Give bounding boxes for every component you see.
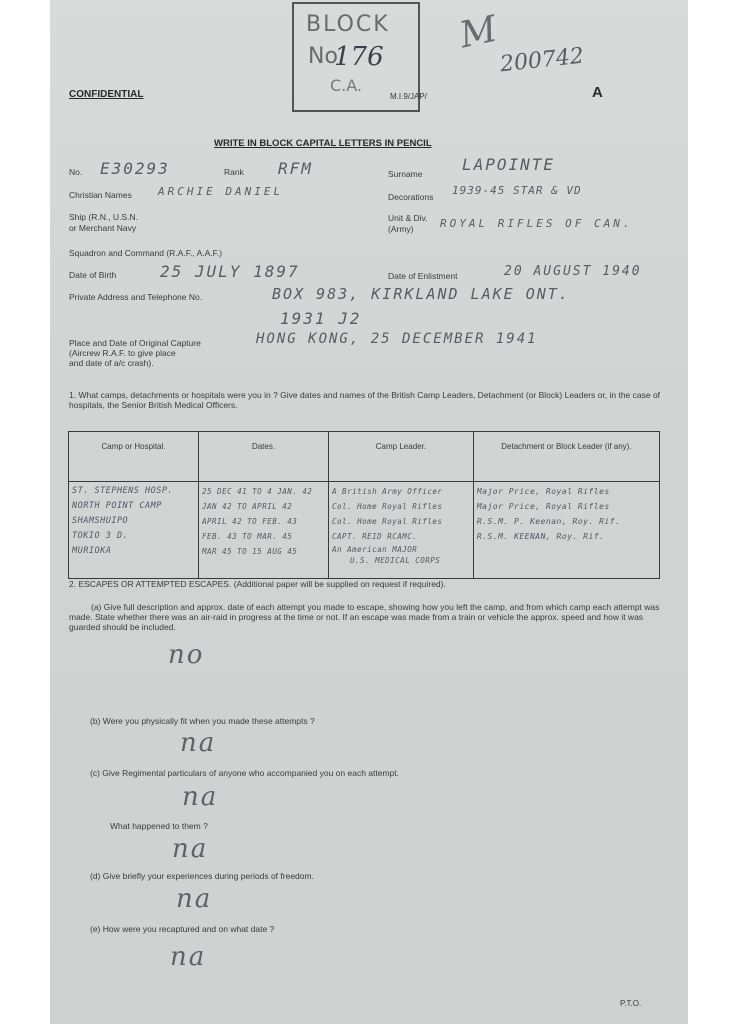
unit-label-line1: Unit & Div. xyxy=(388,213,428,223)
surname-value: LAPOINTE xyxy=(462,155,556,174)
capture-label-line3: and date of a/c crash). xyxy=(69,358,154,368)
question-2d-text: (d) Give briefly your experiences during periods of freedom. xyxy=(90,871,314,881)
header-camp-leader: Camp Leader. xyxy=(329,432,474,482)
camp-entry: TOKIO 3 D. xyxy=(72,531,129,541)
confidential-heading: CONFIDENTIAL xyxy=(69,89,144,100)
table-header-row xyxy=(69,432,660,482)
capture-label-line1: Place and Date of Original Capture xyxy=(69,338,201,348)
enlistment-label: Date of Enlistment xyxy=(388,271,458,281)
camp-entry: MURIOKA xyxy=(72,546,112,556)
leaders-cell xyxy=(329,482,474,579)
squadron-label: Squadron and Command (R.A.F., A.A.F.) xyxy=(69,248,223,258)
service-number-value: E30293 xyxy=(100,159,170,178)
question-2-heading: 2. ESCAPES OR ATTEMPTED ESCAPES. (Additional paper will be supplied on request if required). xyxy=(69,579,446,589)
service-number-label: No. xyxy=(69,167,83,177)
rank-label: Rank xyxy=(224,167,244,177)
leader-entry: A British Army Officer xyxy=(332,487,443,496)
question-1-text: 1. What camps, detachments or hospitals were you in ? Give dates and names of the British Camp Leaders, Detachment (or Block) Leaders or, in the case of hospitals, the Senior British Medical Officers. xyxy=(69,390,661,410)
decorations-label: Decorations xyxy=(388,192,434,202)
corner-letter: A xyxy=(592,84,603,101)
rank-value: RFM xyxy=(278,159,313,178)
ship-label-line2: or Merchant Navy xyxy=(69,223,137,233)
leader-entry: Col. Home Royal Rifles xyxy=(332,517,443,526)
pto-footer: P.T.O. xyxy=(620,999,642,1008)
question-2c-followup-text: What happened to them ? xyxy=(110,821,208,831)
block-leader-entry: R.S.M. KEENAN, Roy. Rif. xyxy=(476,532,605,541)
enlistment-value: 20 AUGUST 1940 xyxy=(504,264,642,279)
christian-names-label: Christian Names xyxy=(69,190,132,200)
address-label: Private Address and Telephone No. xyxy=(69,292,203,302)
unit-value: ROYAL RIFLES OF CAN. xyxy=(440,217,633,230)
camp-entry: SHAMSHUIPO xyxy=(72,516,129,526)
answer-2a: no xyxy=(168,640,205,670)
decorations-value: 1939-45 STAR & VD xyxy=(452,184,582,197)
answer-2d: na xyxy=(176,884,213,914)
christian-names-value: ARCHIE DANIEL xyxy=(158,185,284,198)
header-dates: Dates. xyxy=(199,432,329,482)
question-2c-text: (c) Give Regimental particulars of anyone who accompanied you on each attempt. xyxy=(90,768,399,778)
stamp-no-text: No xyxy=(308,44,338,69)
header-camp: Camp or Hospital. xyxy=(69,432,199,482)
pencil-instruction: WRITE IN BLOCK CAPITAL LETTERS IN PENCIL xyxy=(214,138,432,149)
camps-table xyxy=(68,431,660,579)
leader-entry: Col. Home Royal Rifles xyxy=(332,502,443,511)
capture-label-line2: (Aircrew R.A.F. to give place xyxy=(69,348,176,358)
block-leader-entry: R.S.M. P. Keenan, Roy. Rif. xyxy=(476,517,621,526)
leader-entry: CAPT. REID RCAMC. xyxy=(332,532,418,541)
telephone-value: 1931 J2 xyxy=(280,309,362,328)
camp-entry: NORTH POINT CAMP xyxy=(72,501,162,511)
capture-value: HONG KONG, 25 DECEMBER 1941 xyxy=(256,331,538,347)
leader-entry: An American MAJOR xyxy=(332,545,418,554)
block-leaders-cell xyxy=(473,482,659,579)
table-row xyxy=(69,482,660,579)
stamp-block-text: BLOCK xyxy=(306,12,390,37)
answer-2c: na xyxy=(182,782,219,812)
address-value: BOX 983, KIRKLAND LAKE ONT. xyxy=(272,285,570,303)
answer-2e: na xyxy=(170,942,207,972)
block-leader-entry: Major Price, Royal Rifles xyxy=(476,487,610,496)
surname-label: Surname xyxy=(388,169,423,179)
header-block-leader: Detachment or Block Leader (if any). xyxy=(473,432,659,482)
stamp-number: 176 xyxy=(334,42,384,72)
leader-entry: U.S. MEDICAL CORPS xyxy=(350,556,441,565)
stamp-ca-text: C.A. xyxy=(330,76,363,95)
dob-value: 25 JULY 1897 xyxy=(160,262,300,281)
ship-label-line1: Ship (R.N., U.S.N. xyxy=(69,212,138,222)
handwritten-reference-number: 200742 xyxy=(498,43,586,78)
camps-cell xyxy=(69,482,199,579)
date-entry: FEB. 43 TO MAR. 45 xyxy=(202,532,293,541)
handwritten-initial-mark: M xyxy=(456,8,501,57)
dob-label: Date of Birth xyxy=(69,270,117,280)
date-entry: JAN 42 TO APRIL 42 xyxy=(202,502,293,511)
block-leader-entry: Major Price, Royal Rifles xyxy=(476,502,610,511)
date-entry: APRIL 42 TO FEB. 43 xyxy=(202,517,298,526)
date-entry: MAR 45 TO 15 AUG 45 xyxy=(202,547,298,556)
camp-entry: ST. STEPHENS HOSP. xyxy=(72,486,174,496)
question-2e-text: (e) How were you recaptured and on what date ? xyxy=(90,924,275,934)
answer-2c-followup: na xyxy=(172,834,209,864)
unit-label-line2: (Army) xyxy=(388,224,414,234)
reference-code: M.I.9/JAP/ xyxy=(390,92,427,101)
question-2a-text: (a) Give full description and approx. date of each attempt you made to escape, showing how you left the camp, and from which camp each attempt was made. State whether there was an air-raid in progress at the time or not. If an escape was made from a train or vehicle the approx. speed and how it was guarded should be included. xyxy=(69,602,660,632)
answer-2b: na xyxy=(180,728,217,758)
dates-cell xyxy=(199,482,329,579)
date-entry: 25 DEC 41 TO 4 JAN. 42 xyxy=(202,487,313,496)
question-2b-text: (b) Were you physically fit when you made these attempts ? xyxy=(90,716,315,726)
